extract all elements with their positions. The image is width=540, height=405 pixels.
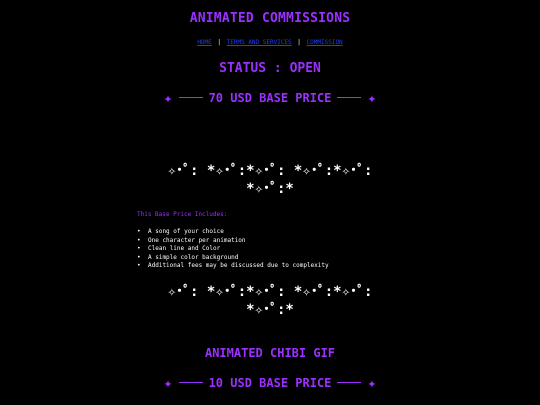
list-item	[137, 228, 329, 237]
divider-line-1: ✧･ﾟ: *✧･ﾟ:*✧･ﾟ: *✧･ﾟ:*✧･ﾟ:	[167, 284, 373, 300]
list-item-text: One character per animation	[148, 236, 246, 244]
includes-list	[137, 228, 329, 271]
divider-line-2: *✧･ﾟ:*	[246, 302, 294, 318]
list-item-text: Clean line and Color	[148, 245, 221, 252]
bullet-icon: •	[137, 245, 141, 252]
base-price-banner	[0, 89, 540, 107]
list-item-text: Additional fees may be discussed due to complexity	[148, 262, 329, 269]
chibi-section-heading: ANIMATED CHIBI GIF	[204, 346, 336, 360]
decorative-divider	[0, 283, 540, 319]
includes-title: This Base Price Includes:	[137, 211, 228, 218]
list-item	[137, 237, 329, 246]
bullet-icon: •	[137, 236, 141, 244]
chibi-price-banner	[0, 374, 540, 392]
base-price-text: 70 USD BASE PRICE	[208, 91, 332, 105]
list-item	[137, 245, 329, 254]
list-item	[137, 262, 329, 271]
sparkle-icon: ✦	[163, 374, 173, 392]
bullet-icon: •	[137, 253, 141, 261]
sparkle-icon: ✦	[367, 374, 377, 392]
nav-separator: |	[297, 39, 301, 46]
site-title: ANIMATED COMMISSIONS	[189, 11, 351, 26]
sparkle-icon: ✦	[367, 89, 377, 107]
sparkle-icon: ✦	[163, 89, 173, 107]
nav-link-terms[interactable]: TERMS AND SERVICES	[226, 39, 292, 46]
nav-bar	[0, 39, 540, 46]
status-text: STATUS : OPEN	[219, 61, 321, 76]
divider-line	[337, 382, 361, 383]
divider-line	[179, 382, 203, 383]
divider-line	[337, 97, 361, 98]
list-item	[137, 254, 329, 263]
bullet-icon: •	[137, 262, 141, 269]
nav-link-commission[interactable]: COMMISSION	[306, 39, 343, 46]
divider-line-1: ✧･ﾟ: *✧･ﾟ:*✧･ﾟ: *✧･ﾟ:*✧･ﾟ:	[167, 163, 373, 179]
divider-line	[179, 97, 203, 98]
nav-link-home[interactable]: HOME	[197, 39, 212, 46]
chibi-price-text: 10 USD BASE PRICE	[208, 376, 332, 390]
divider-line-2: *✧･ﾟ:*	[246, 181, 294, 197]
list-item-text: A simple color background	[148, 253, 239, 261]
decorative-divider	[0, 162, 540, 198]
nav-separator: |	[217, 39, 222, 46]
bullet-icon: •	[137, 228, 141, 235]
list-item-text: A song of your choice	[148, 228, 224, 235]
